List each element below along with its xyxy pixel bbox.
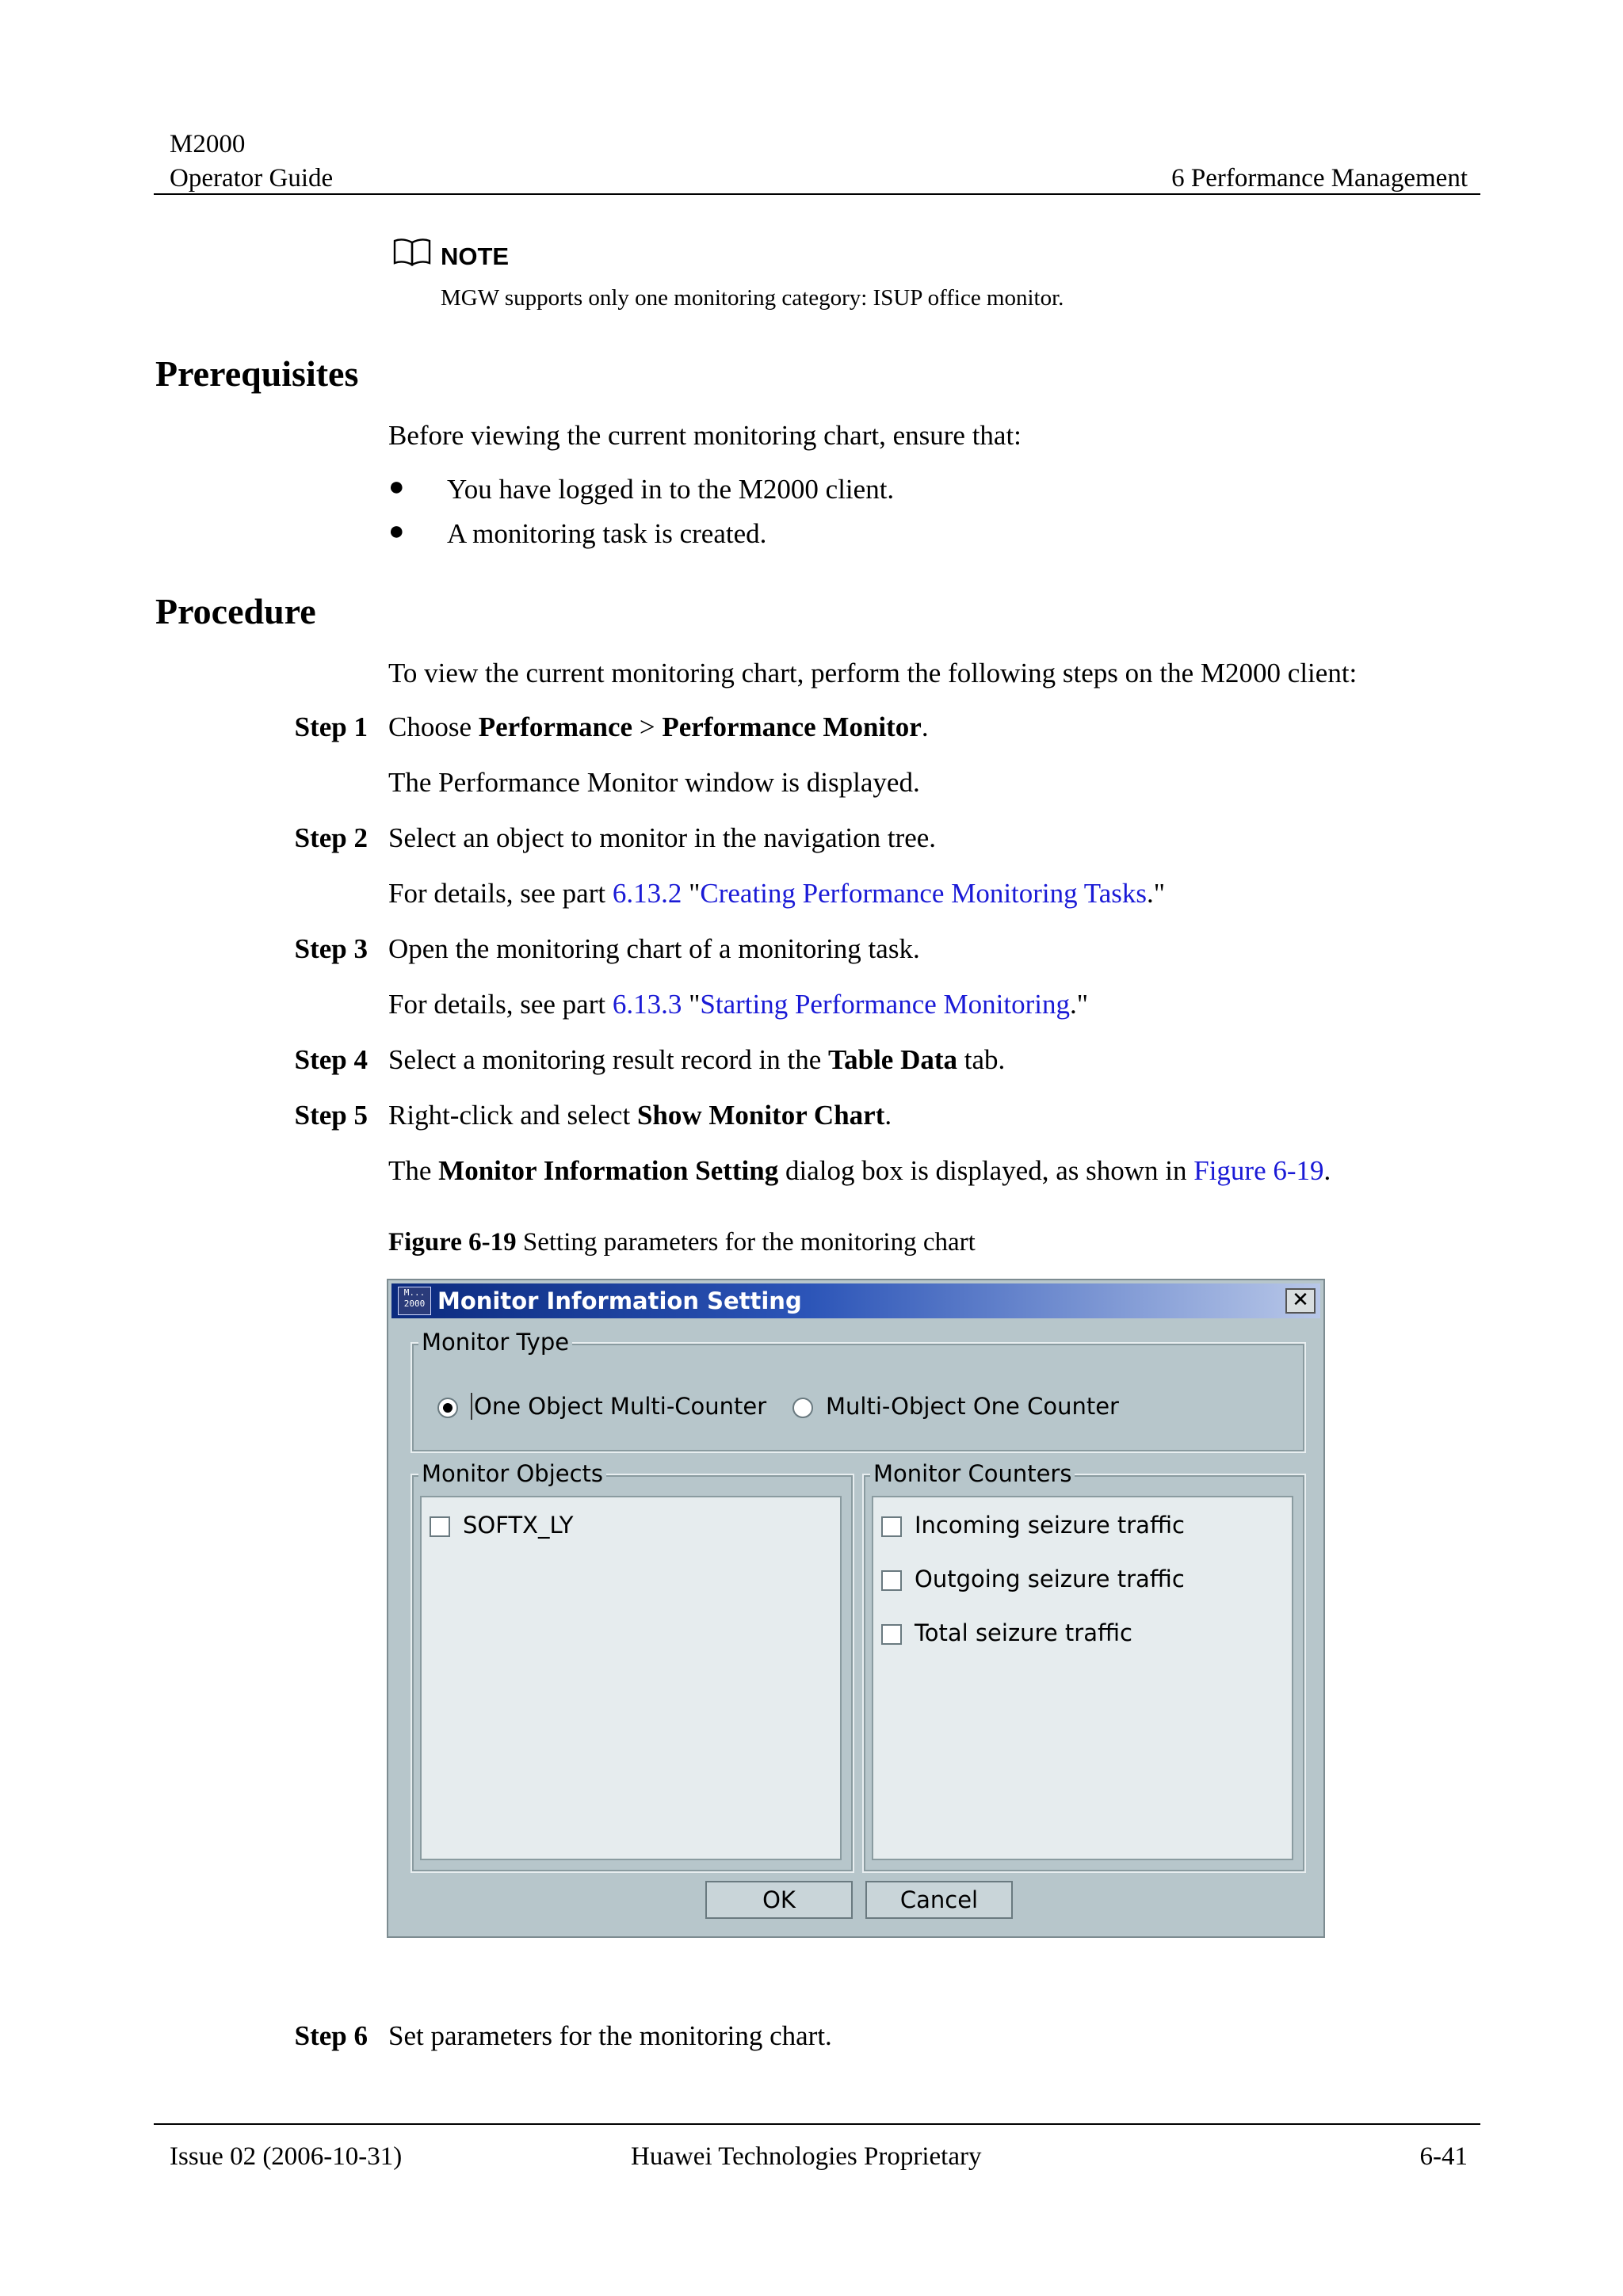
step-5-result: The Monitor Information Setting dialog box is displayed, as shown in Figure 6-19. (388, 1155, 1331, 1186)
option-label[interactable]: Multi-Object One Counter (826, 1393, 1119, 1420)
book-icon (391, 236, 433, 268)
counter-label[interactable]: Incoming seizure traffic (915, 1512, 1185, 1539)
footer-issue: Issue 02 (2006-10-31) (170, 2142, 403, 2171)
note-label: NOTE (441, 242, 510, 270)
radio-one-object-multi-counter[interactable] (437, 1398, 458, 1418)
step-label: Step 2 (294, 822, 368, 853)
prerequisite-item: You have logged in to the M2000 client. (447, 474, 895, 505)
step-5-text: Right-click and select Show Monitor Chart. (388, 1100, 892, 1131)
cancel-button[interactable]: Cancel (865, 1881, 1013, 1919)
dialog-titlebar[interactable] (391, 1283, 1320, 1318)
ref-link-6-13-3[interactable]: 6.13.3 (612, 989, 682, 1020)
footer-company: Huawei Technologies Proprietary (631, 2142, 982, 2171)
step-2-detail: For details, see part 6.13.2 "Creating Performance Monitoring Tasks." (388, 878, 1166, 909)
counter-checkbox[interactable] (881, 1570, 902, 1591)
figure-caption: Figure 6-19 Setting parameters for the monitoring chart (388, 1228, 976, 1257)
footer-rule (154, 2123, 1480, 2125)
menu-performance: Performance (478, 711, 633, 742)
m2000-app-icon: M... 2000 (398, 1287, 431, 1315)
procedure-intro: To view the current monitoring chart, perform the following steps on the M2000 client: (388, 658, 1358, 688)
step-label: Step 6 (294, 2020, 368, 2051)
counter-checkbox[interactable] (881, 1516, 902, 1537)
radio-multi-object-one-counter[interactable] (792, 1398, 813, 1418)
ref-link-creating-tasks[interactable]: Creating Performance Monitoring Tasks (700, 878, 1147, 909)
monitor-counters-label: Monitor Counters (870, 1461, 1075, 1486)
step-6-text: Set parameters for the monitoring chart. (388, 2020, 832, 2051)
procedure-heading: Procedure (155, 591, 316, 631)
step-1-result: The Performance Monitor window is displayed. (388, 767, 920, 798)
object-checkbox[interactable] (430, 1516, 450, 1537)
step-3-text: Open the monitoring chart of a monitoring task. (388, 933, 920, 964)
ref-link-6-13-2[interactable]: 6.13.2 (612, 878, 682, 909)
prerequisite-item: A monitoring task is created. (447, 518, 767, 549)
object-label[interactable]: SOFTX_LY (463, 1512, 574, 1539)
monitor-type-label: Monitor Type (418, 1329, 572, 1355)
header-rule (154, 193, 1480, 195)
counter-label[interactable]: Outgoing seizure traffic (915, 1566, 1185, 1592)
ok-button[interactable]: OK (705, 1881, 853, 1919)
step-4-text: Select a monitoring result record in the Table Data tab. (388, 1044, 1006, 1075)
step-2-text: Select an object to monitor in the navigation tree. (388, 822, 937, 853)
bullet-dot: ● (388, 517, 405, 546)
monitor-counters-list[interactable] (872, 1496, 1293, 1860)
counter-checkbox[interactable] (881, 1624, 902, 1645)
note-text: MGW supports only one monitoring category: ISUP office monitor. (441, 285, 1064, 311)
step-3-detail: For details, see part 6.13.3 "Starting Performance Monitoring." (388, 989, 1089, 1020)
step-label: Step 4 (294, 1044, 368, 1075)
prerequisites-heading: Prerequisites (155, 353, 359, 394)
step-label: Step 5 (294, 1100, 368, 1131)
close-icon[interactable]: ✕ (1285, 1288, 1316, 1314)
monitor-objects-list[interactable] (420, 1496, 842, 1860)
counter-label[interactable]: Total seizure traffic (915, 1619, 1132, 1646)
step-1-text: Choose Performance > Performance Monitor. (388, 711, 929, 742)
option-label[interactable]: One Object Multi-Counter (471, 1393, 766, 1420)
header-chapter: 6 Performance Management (1171, 164, 1468, 193)
monitor-objects-label: Monitor Objects (418, 1461, 606, 1486)
header-product: M2000 (170, 130, 246, 158)
monitor-information-dialog (387, 1279, 1325, 1938)
footer-page-number: 6-41 (1419, 2142, 1468, 2171)
step-label: Step 1 (294, 711, 368, 742)
figure-link[interactable]: Figure 6-19 (1193, 1155, 1324, 1186)
ref-link-starting-monitoring[interactable]: Starting Performance Monitoring (700, 989, 1070, 1020)
menu-performance-monitor: Performance Monitor (662, 711, 922, 742)
dialog-title: Monitor Information Setting (437, 1287, 802, 1314)
bullet-dot: ● (388, 472, 405, 502)
step-label: Step 3 (294, 933, 368, 964)
header-doc-title: Operator Guide (170, 164, 334, 193)
prerequisites-intro: Before viewing the current monitoring chart, ensure that: (388, 420, 1022, 451)
